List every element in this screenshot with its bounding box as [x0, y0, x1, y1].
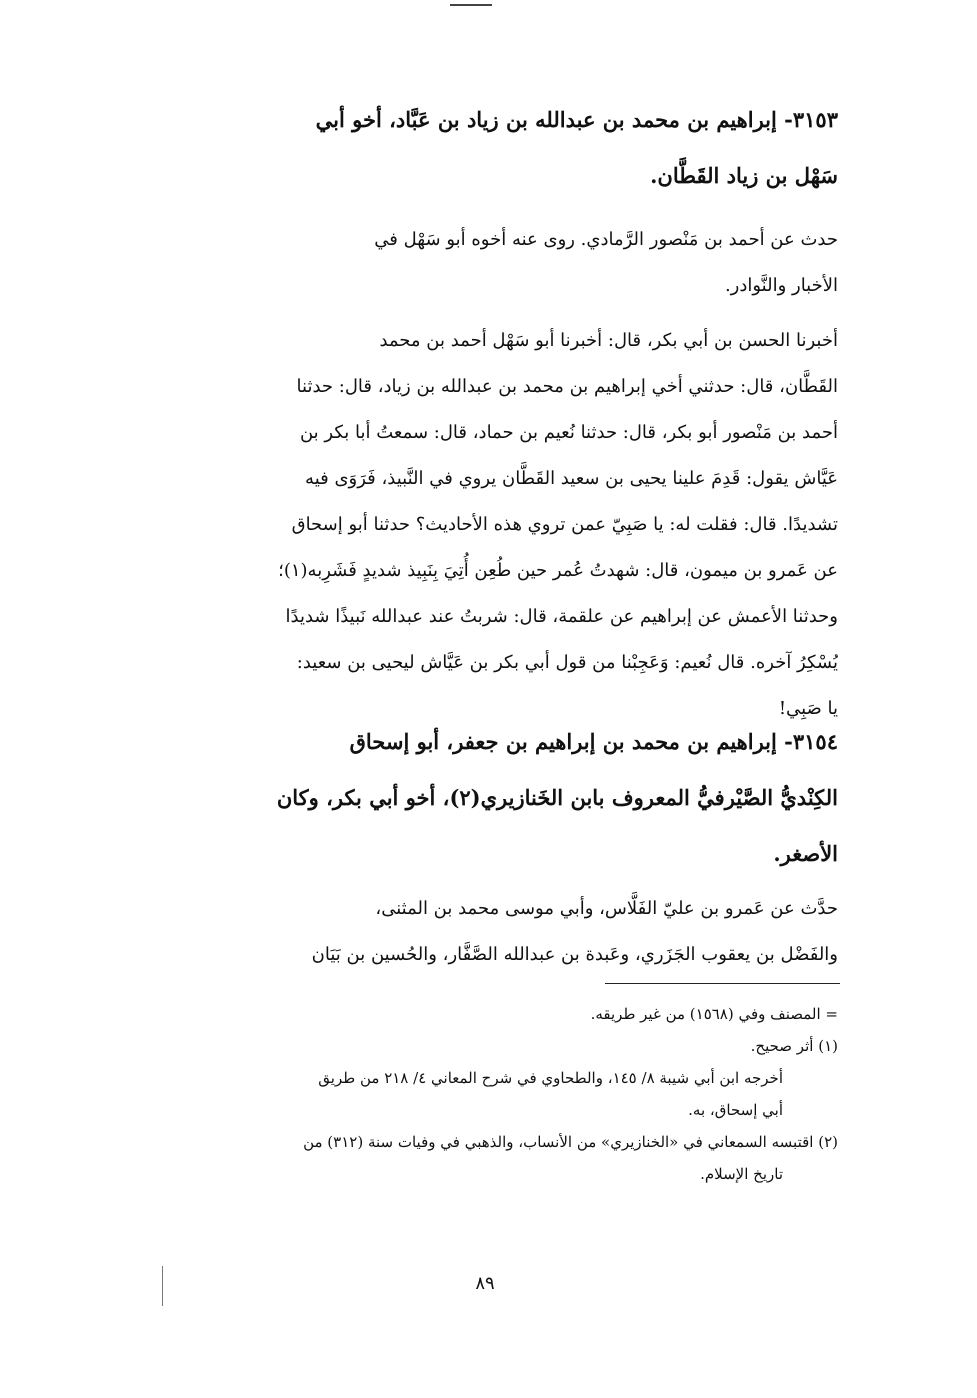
- text-line: يُسْكِرُ آخره. قال نُعيم: وَعَجِبْنا من قول أبي بكر بن عَيَّاش ليحيى بن سعيد:: [296, 652, 838, 673]
- heading-line: سَهْل بن زياد القَطَّان.: [650, 163, 838, 188]
- page-number: ٨٩: [475, 1273, 495, 1294]
- entry-3154-heading: [130, 714, 838, 882]
- footnotes: [128, 998, 838, 1190]
- text-line: تشديدًا. قال: فقلت له: يا صَبِيّ عمن تروي هذه الأحاديث؟ حدثنا أبو إسحاق: [291, 514, 838, 535]
- margin-mark: [162, 1266, 163, 1306]
- footnote-line: أبي إسحاق، به.: [688, 1101, 783, 1119]
- footnote-separator: [605, 983, 840, 984]
- footnote-line: تاريخ الإسلام.: [700, 1165, 783, 1183]
- text-line: الأخبار والنَّوادر.: [724, 275, 838, 296]
- text-line: والفَضْل بن يعقوب الجَزَري، وعَبدة بن عبدالله الصَّفَّار، والحُسين بن بَيَان: [311, 944, 838, 965]
- heading-line: الكِنْديُّ الصَّيْرفيُّ المعروف بابن الخَنازيري(٢)، أخو أبي بكر، وكان: [276, 785, 838, 810]
- footnote-2-marker: (٢): [818, 1133, 838, 1151]
- footnote-line: أخرجه ابن أبي شيبة ٨/ ١٤٥، والطحاوي في شرح المعاني ٤/ ٢١٨ من طريق: [318, 1069, 783, 1087]
- heading-line: الأصغر.: [773, 841, 838, 866]
- heading-line: ٣١٥٤- إبراهيم بن محمد بن إبراهيم بن جعفر، أبو إسحاق: [349, 729, 838, 754]
- text-line: عن عَمرو بن ميمون، قال: شهدتُ عُمر حين طُعِن أُتِيَ بِنَبِيذ شديدٍ فَشَرِبه(١)؛: [278, 560, 838, 581]
- heading-line: ٣١٥٣- إبراهيم بن محمد بن عبدالله بن زياد بن عَبَّاد، أخو أبي: [315, 107, 838, 132]
- footnote-1-title: أثر صحيح.: [750, 1037, 814, 1055]
- text-line: حدَّث عن عَمرو بن عليّ الفَلَّاس، وأبي موسى محمد بن المثنى،: [375, 898, 838, 919]
- footnote-continuation: = المصنف وفي (١٥٦٨) من غير طريقه.: [590, 1005, 838, 1023]
- entry-3153-heading: [130, 92, 838, 204]
- footnote-2-text: اقتبسه السمعاني في «الخنازيري» من الأنساب، والذهبي في وفيات سنة (٣١٢) من: [303, 1133, 814, 1151]
- text-line: وحدثنا الأعمش عن إبراهيم عن علقمة، قال: شربتُ عند عبدالله نَبيذًا شديدًا: [285, 606, 838, 627]
- footnote-1: [128, 1030, 838, 1062]
- text-line: أحمد بن مَنْصور أبو بكر، قال: حدثنا نُعيم بن حماد، قال: سمعتُ أبا بكر بن: [299, 422, 838, 443]
- text-line: حدث عن أحمد بن مَنْصور الرَّمادي. روى عنه أخوه أبو سَهْل في: [374, 229, 838, 250]
- text-line: أخبرنا الحسن بن أبي بكر، قال: أخبرنا أبو سَهْل أحمد بن محمد: [379, 330, 838, 351]
- entry-3154-paragraph-1: [130, 886, 838, 978]
- text-line: عَيَّاش يقول: قَدِمَ علينا يحيى بن سعيد القَطَّان يروي في النَّبيذ، فَرَوَى فيه: [305, 468, 838, 489]
- top-margin-mark: [450, 4, 492, 6]
- text-line: يا صَبِي!: [778, 698, 838, 719]
- text-line: القَطَّان، قال: حدثني أخي إبراهيم بن محمد بن عبدالله بن زياد، قال: حدثنا: [296, 376, 838, 397]
- footnote-1-marker: (١): [818, 1037, 838, 1055]
- footnote-2: [128, 1126, 838, 1158]
- entry-3153-paragraph-1: [130, 217, 838, 309]
- entry-3153-paragraph-2: [130, 318, 838, 732]
